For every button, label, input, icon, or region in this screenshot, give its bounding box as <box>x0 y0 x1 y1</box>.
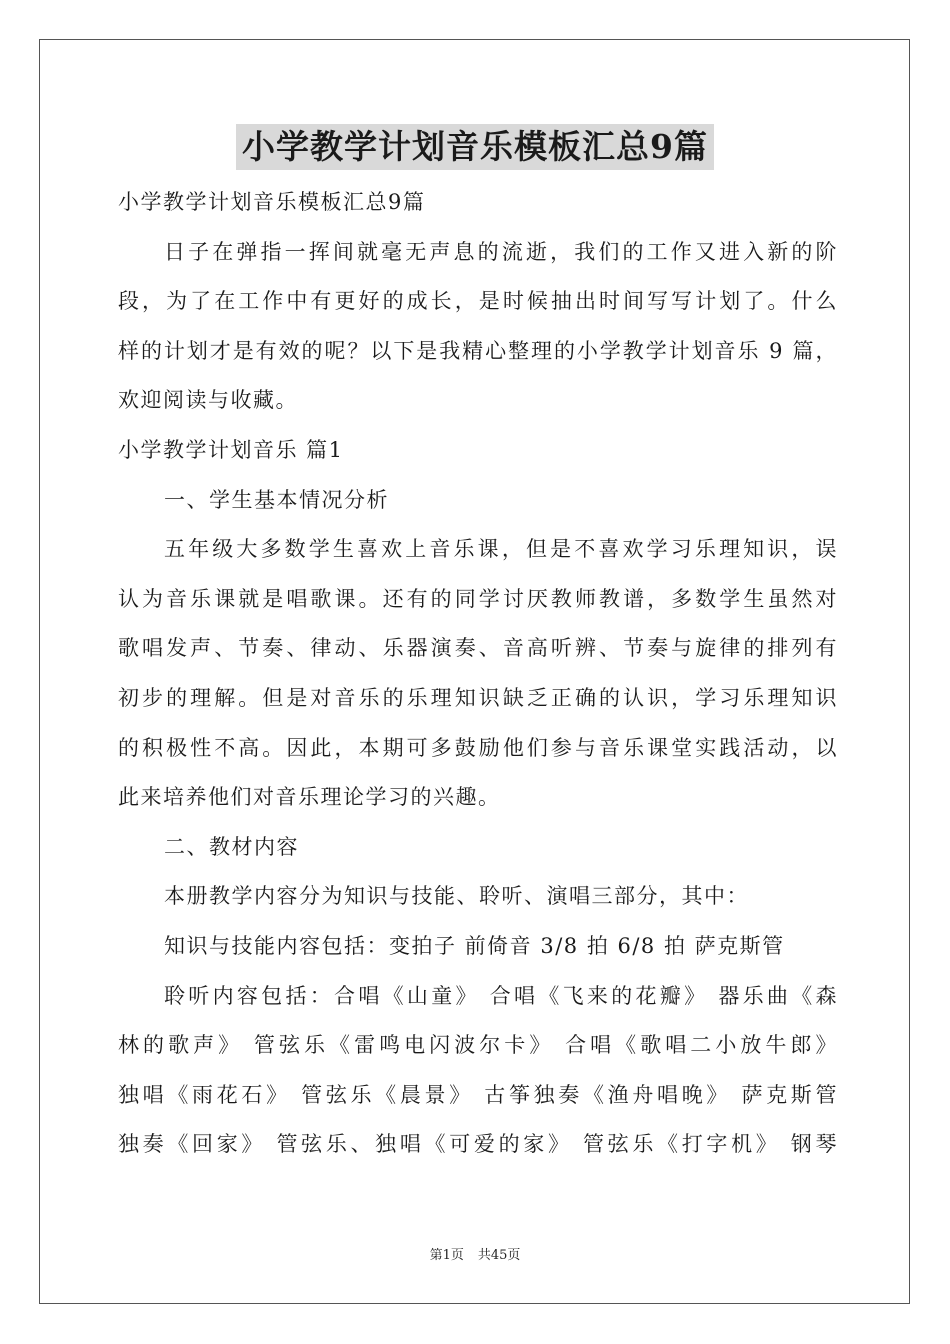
text-line: 本册教学内容分为知识与技能、聆听、演唱三部分，其中： <box>164 884 749 909</box>
text-line: 的积极性不高。因此，本期可多鼓励他们参与音乐课堂实践活动，以 <box>118 735 838 760</box>
text-line: 欢迎阅读与收藏。 <box>118 388 298 413</box>
document-body <box>118 178 838 1170</box>
text-line: 独唱《雨花石》 管弦乐《晨景》 古筝独奏《渔舟唱晚》 萨克斯管 <box>118 1082 838 1107</box>
text-line: 段，为了在工作中有更好的成长，是时候抽出时间写写计划了。什么 <box>118 289 838 314</box>
text-line: 小学教学计划音乐模板汇总9篇 <box>118 190 426 214</box>
page-footer <box>0 1244 950 1263</box>
page-number: 第1页 <box>429 1248 464 1263</box>
text-line: 认为音乐课就是唱歌课。还有的同学讨厌教师教谱，多数学生虽然对 <box>118 586 838 611</box>
text-line: 二、教材内容 <box>164 834 299 859</box>
text-line: 此来培养他们对音乐理论学习的兴趣。 <box>118 785 501 810</box>
document-title <box>0 124 950 170</box>
text-line: 知识与技能内容包括：变拍子 前倚音 3/8 拍 6/8 拍 萨克斯管 <box>164 933 785 958</box>
total-pages: 共45页 <box>477 1248 521 1263</box>
text-line: 五年级大多数学生喜欢上音乐课，但是不喜欢学习乐理知识，误 <box>164 537 838 562</box>
document-title-text: 小学教学计划音乐模板汇总9篇 <box>236 124 714 170</box>
text-line: 一、学生基本情况分析 <box>164 487 389 512</box>
text-line: 歌唱发声、节奏、律动、乐器演奏、音高听辨、节奏与旋律的排列有 <box>118 636 838 661</box>
text-line: 小学教学计划音乐 篇1 <box>118 437 344 462</box>
text-line: 聆听内容包括：合唱《山童》 合唱《飞来的花瓣》 器乐曲《森 <box>164 983 838 1008</box>
text-line: 林的歌声》 管弦乐《雷鸣电闪波尔卡》 合唱《歌唱二小放牛郎》 <box>118 1033 838 1058</box>
text-line: 日子在弹指一挥间就毫无声息的流逝，我们的工作又进入新的阶 <box>164 239 838 264</box>
text-line: 独奏《回家》 管弦乐、独唱《可爱的家》 管弦乐《打字机》 钢琴 <box>118 1132 838 1157</box>
text-line: 初步的理解。但是对音乐的乐理知识缺乏正确的认识，学习乐理知识 <box>118 685 838 710</box>
text-line: 样的计划才是有效的呢？以下是我精心整理的小学教学计划音乐 9 篇， <box>118 338 838 363</box>
